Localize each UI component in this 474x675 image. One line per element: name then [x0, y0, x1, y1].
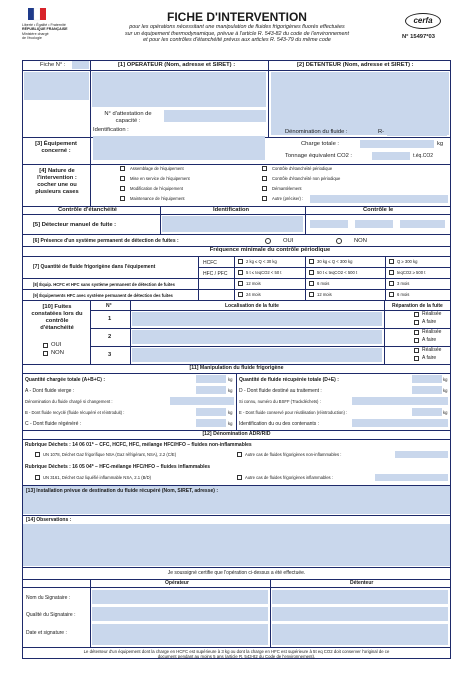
leak-row-number: 1 [108, 316, 112, 322]
fluid-field[interactable] [387, 128, 447, 136]
detenteur-sign-header: Détenteur [350, 580, 374, 586]
checkbox-s9-3[interactable] [389, 292, 394, 297]
checkbox-controle-periodique[interactable] [262, 166, 267, 171]
s9-label: [9] Équipements HFC avec système permanent de détection des fuites [33, 293, 173, 298]
fluide-regenere-field[interactable] [196, 419, 226, 427]
threshold-label: 30 kg ≤ Q < 300 kg [317, 259, 353, 264]
identification-label: Identification : [93, 127, 129, 133]
repair-label: Réalisée [422, 347, 442, 353]
qualite-signataire-label: Qualité du Signataire : [26, 612, 76, 618]
detecteur-identification-field[interactable] [162, 216, 303, 232]
option-label: Mise en service de l'équipement [130, 176, 190, 181]
leak-row-number: 3 [108, 352, 112, 358]
page-title: FICHE D'INTERVENTION [167, 10, 307, 24]
threshold-label: 2 kg ≤ Q < 30 kg [246, 259, 277, 264]
fluide-change-label: Dénomination du fluide chargé si changement : [25, 399, 113, 404]
period-label: 24 mois [246, 292, 261, 297]
checkbox-maintenance[interactable] [120, 196, 125, 201]
bsff-field[interactable] [352, 397, 448, 405]
repair-label: A faire [422, 355, 437, 361]
flag-icon [22, 8, 52, 22]
footer-line: Le détenteur d'un équipement dont la charge en HCFC est supérieure à 3 kg ou dont la charge en HFC est supérieure à 5t eq CO2 doit conserver l'original de ce [83, 649, 390, 654]
un3161-label: UN 3161, Déchet Gaz liquéfié inflammable NSA, 2.1 (B/D) [43, 475, 151, 480]
checkbox-un1078[interactable] [35, 452, 40, 457]
option-label: Démantèlement [272, 186, 302, 191]
autre-inflammable-label: Autre cas de fluides frigorigènes inflammables : [245, 475, 333, 480]
fluid-prefix: R- [378, 129, 385, 135]
fluide-vierge-label: A - Dont fluide vierge : [25, 388, 75, 394]
radio-label: NON [354, 238, 367, 244]
checkbox-fuites-non[interactable] [43, 351, 48, 356]
ministry-line: Ministère chargé [22, 31, 49, 36]
contenants-label: Identification du ou des contenants : [239, 421, 320, 427]
checkbox-controle-non-periodique[interactable] [262, 176, 267, 181]
n-header: N° [106, 303, 112, 309]
autre-field[interactable] [310, 195, 448, 203]
fluide-change-field[interactable] [170, 397, 234, 405]
repair-label: A faire [422, 337, 437, 343]
fluide-traitement-label: D - Dont fluide destiné au traitement : [239, 388, 322, 394]
ministry-line: de l'écologie [22, 35, 42, 40]
cerfa-logo: cerfa [405, 13, 441, 29]
checkbox-autre-inflammable[interactable] [237, 475, 242, 480]
localisation-header: Localisation de la fuite [225, 303, 279, 309]
checkbox-s8-1[interactable] [238, 281, 243, 286]
detecteur-date-field-3[interactable] [400, 220, 445, 228]
fiche-label: Fiche N° : [40, 62, 66, 68]
nature-label: [4] Nature de l'intervention : cocher une ou plusieurs cases [35, 168, 79, 195]
option-label: Assemblage de l'équipement [130, 166, 184, 171]
certification-text: Je soussigné certifie que l'opération ci-dessus a été effectuée. [167, 570, 306, 576]
checkbox-leak1-afaire[interactable] [414, 320, 419, 325]
repair-label: A faire [422, 319, 437, 325]
observations-label: [14] Observations : [26, 517, 72, 523]
nom-signataire-label: Nom du Signataire : [26, 595, 71, 601]
signature-operateur-field[interactable] [92, 624, 268, 645]
nom-operateur-field[interactable] [92, 590, 268, 604]
detecteur-date-field-1[interactable] [310, 220, 348, 228]
qualite-detenteur-field[interactable] [272, 607, 448, 621]
checkbox-q2[interactable] [309, 259, 314, 264]
fuites-label: [10] Fuites constatées lors du contrôle d'étanchéité [31, 304, 83, 331]
period-label: 6 mois [317, 281, 330, 286]
autre-non-inflammable-field[interactable] [395, 451, 448, 458]
nom-detenteur-field[interactable] [272, 590, 448, 604]
footer-note [23, 649, 450, 659]
detecteur-label: [5] Détecteur manuel de fuite : [33, 222, 117, 228]
attestation-field[interactable] [164, 110, 266, 122]
unit-label: kg [443, 410, 448, 415]
controle-header: Contrôle d'étanchéité [58, 207, 118, 213]
un1078-label: UN 1078, Déchet Gaz frigorifique NSA (Gaz réfrigérant, NSA), 2.2 (C/E) [43, 452, 177, 457]
ministry-line: Liberté • Égalité • Fraternité [22, 23, 66, 27]
radio-label: OUI [283, 238, 294, 244]
leak-location-field-2[interactable] [132, 330, 382, 344]
equipement-label: [3] Équipement concerné : [35, 141, 77, 154]
subtitle-line: et pour les contrôles d'étanchéité prévus aux articles R. 543-79 du même code [143, 37, 331, 44]
quantite-chargee-field[interactable] [196, 375, 226, 383]
checkbox-q1[interactable] [238, 259, 243, 264]
hcfc-label: HCFC [203, 260, 217, 266]
repair-label: Réalisée [422, 311, 442, 317]
checkbox-assemblage[interactable] [120, 166, 125, 171]
checkbox-demantelement[interactable] [262, 186, 267, 191]
leak-row-number: 2 [108, 334, 112, 340]
rubrique-1: Rubrique Déchets : 14 06 01* – CFC, HCFC, HFC, mélange HFC/HFO – fluides non-inflammables [25, 442, 252, 448]
period-label: 12 mois [317, 292, 332, 297]
fiche-blank-field[interactable] [24, 72, 89, 100]
contenants-field[interactable] [352, 419, 448, 427]
unit-label: kg [228, 421, 233, 426]
leak-location-field-3[interactable] [132, 348, 382, 362]
subtitle-line: pour les opérations nécessitant une manipulation de fluides frigorigènes fluorés effectuées [129, 24, 345, 30]
operateur-field[interactable] [92, 72, 266, 107]
option-label: Autre (préciser) : [272, 196, 304, 201]
period-label: 12 mois [246, 281, 261, 286]
autre-inflammable-field[interactable] [375, 474, 448, 481]
fluide-traitement-field[interactable] [412, 386, 442, 394]
checkbox-t1[interactable] [238, 270, 243, 275]
operateur-sign-header: Opérateur [165, 580, 189, 586]
checkbox-leak3-realisee[interactable] [414, 348, 419, 353]
form-number: N° 15497*03 [402, 34, 435, 40]
observations-field[interactable] [23, 524, 450, 566]
frequence-header: Fréquence minimale du contrôle périodique [209, 247, 331, 253]
autre-non-inflammable-label: Autre cas de fluides frigorigènes non-inflammables : [245, 452, 342, 457]
option-label: Contrôle d'étanchéité périodique [272, 166, 333, 171]
fluide-regenere-label: C - Dont fluide régénéré : [25, 421, 82, 427]
checkbox-s9-1[interactable] [238, 292, 243, 297]
checkbox-modification[interactable] [120, 186, 125, 191]
fluide-recycle-field[interactable] [196, 408, 226, 416]
charge-unit: kg [437, 141, 444, 147]
detecteur-date-field-2[interactable] [355, 220, 393, 228]
ministry-line: RÉPUBLIQUE FRANÇAISE [22, 27, 68, 32]
checkbox-leak2-afaire[interactable] [414, 338, 419, 343]
quantite-recuperee-label: Quantité de fluide récupérée totale (D+E) : [239, 377, 339, 383]
subtitle-line: sur un équipement thermodynamique, prévue à l'article R. 543-82 du code de l'environnement [124, 30, 350, 37]
reparation-header: Réparation de la fuite [392, 303, 443, 309]
option-label: Contrôle d'étanchéité non périodique [272, 176, 341, 181]
fluide-recycle-label: B - Dont fluide recyclé (fluide récupéré et réintroduit) : [25, 410, 125, 415]
signature-detenteur-field[interactable] [272, 624, 448, 645]
bsff-label: Si connu, numéro du BSFF (Trackdéchets) : [239, 399, 321, 404]
tonnage-unit: t.éq.CO2 [413, 153, 434, 159]
identification-field[interactable] [93, 136, 265, 160]
identification-header: Identification [213, 207, 250, 213]
option-label: Modification de l'équipement [130, 186, 183, 191]
repair-label: Réalisée [422, 329, 442, 335]
unit-label: kg [228, 377, 233, 382]
leak-location-field-1[interactable] [132, 312, 382, 326]
option-label: Maintenance de l'équipement [130, 196, 185, 201]
unit-label: kg [228, 388, 233, 393]
checkbox-autre[interactable] [262, 196, 267, 201]
checkbox-leak3-afaire[interactable] [414, 356, 419, 361]
hfc-label: HFC / PFC [203, 271, 228, 277]
detection-label: [6] Présence d'un système permanent de détection de fuites : [33, 238, 179, 244]
option-label: NON [51, 350, 64, 356]
checkbox-mise-en-service[interactable] [120, 176, 125, 181]
date-signature-label: Date et signature : [26, 630, 67, 636]
period-label: 6 mois [397, 292, 410, 297]
threshold-label: 5 t ≤ teqCO2 < 50 t [246, 270, 282, 275]
checkbox-leak1-realisee[interactable] [414, 312, 419, 317]
checkbox-fuites-oui[interactable] [43, 343, 48, 348]
adr-title: [12] Dénomination ADR/RID [202, 431, 271, 437]
checkbox-s8-2[interactable] [309, 281, 314, 286]
radio-detection-non[interactable] [336, 238, 342, 244]
qualite-operateur-field[interactable] [92, 607, 268, 621]
unit-label: kg [443, 377, 448, 382]
quantite-recuperee-field[interactable] [412, 375, 442, 383]
option-label: OUI [51, 342, 62, 348]
checkbox-t2[interactable] [309, 270, 314, 275]
period-label: 3 mois [397, 281, 410, 286]
destination-label: [13] Installation prévue de destination du fluide récupéré (Nom, SIRET, adresse) : [26, 488, 218, 494]
attestation-label: N° d'attestation de capacité : [104, 111, 152, 124]
rubrique-2: Rubrique Déchets : 16 05 04* – HFC-mélange HFC/HFO – fluides inflammables [25, 464, 211, 470]
checkbox-q3[interactable] [389, 259, 394, 264]
checkbox-autre-non-inflammable[interactable] [237, 452, 242, 457]
ministry-block [22, 23, 72, 40]
quantite-label: [7] Quantité de fluide frigorigène dans l'équipement [33, 264, 156, 270]
unit-label: kg [228, 410, 233, 415]
footer-line: document pendant au moins 5 ans (article R. 543-82 du Code de l'environnement). [157, 654, 316, 659]
fluide-conserve-field[interactable] [412, 408, 442, 416]
manipulation-title: [11] Manipulation du fluide frigorigène [189, 365, 284, 371]
operateur-label: [1] OPERATEUR (Nom, adresse et SIRET) : [118, 62, 236, 68]
checkbox-un3161[interactable] [35, 475, 40, 480]
fluid-label: Dénomination du fluide : [285, 129, 348, 135]
checkbox-s9-2[interactable] [309, 292, 314, 297]
charge-label: Charge totale : [301, 141, 340, 147]
fluide-conserve-label: E - Dont fluide conservé pour réutilisation (réintroduction) : [239, 410, 348, 415]
quantite-chargee-label: Quantité chargée totale (A+B+C) : [25, 377, 106, 383]
checkbox-s8-3[interactable] [389, 281, 394, 286]
subtitle [90, 24, 384, 44]
threshold-label: 50 t ≤ teqCO2 < 500 t [317, 270, 358, 275]
threshold-label: teqCO2 ≥ 500 t [397, 270, 426, 275]
checkbox-t3[interactable] [389, 270, 394, 275]
fluide-vierge-field[interactable] [196, 386, 226, 394]
radio-detection-oui[interactable] [265, 238, 271, 244]
threshold-label: Q ≥ 300 kg [397, 259, 418, 264]
unit-label: kg [443, 388, 448, 393]
s8-label: [8] Équip. HCFC et HFC sans système permanent de détection de fuites [33, 282, 175, 287]
tonnage-field[interactable] [372, 152, 410, 160]
detenteur-field[interactable] [271, 72, 449, 135]
controle-le-header: Contrôle le [363, 207, 394, 213]
fiche-number-field[interactable] [72, 61, 89, 69]
checkbox-leak2-realisee[interactable] [414, 330, 419, 335]
charge-field[interactable] [360, 140, 434, 148]
detenteur-label: [2] DETENTEUR (Nom, adresse et SIRET) : [297, 62, 414, 68]
tonnage-label: Tonnage équivalent CO2 : [285, 153, 353, 159]
